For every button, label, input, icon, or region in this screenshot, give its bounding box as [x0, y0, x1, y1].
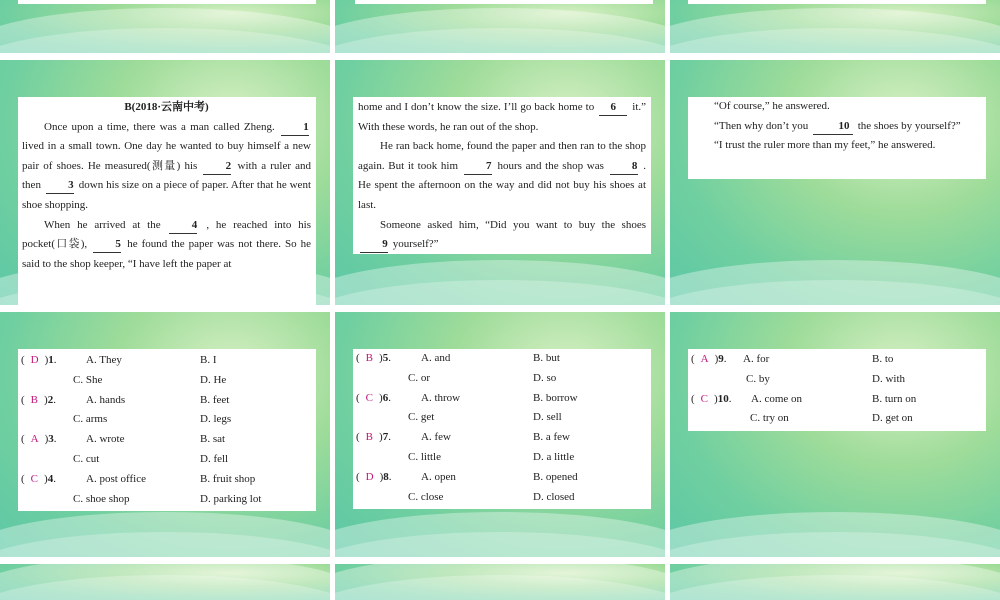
question-card-3	[688, 349, 986, 431]
answer-mark: B	[30, 393, 39, 406]
answer-mark: C	[30, 472, 39, 485]
slide-questions-2	[335, 312, 665, 557]
blank-9: 9	[360, 237, 388, 253]
slide-passage-1	[0, 60, 330, 305]
slide-card-fragment	[18, 0, 316, 4]
answer-mark: C	[700, 392, 709, 405]
question-row: ( B )5. A. and B. but	[356, 352, 560, 364]
slide-card-fragment	[688, 0, 986, 4]
answer-mark: A	[30, 433, 39, 446]
slide-card-fragment	[355, 0, 653, 4]
blank-2: 2	[203, 159, 231, 175]
answer-mark: B	[365, 431, 374, 444]
question-row: ( D )8. A. open B. opened	[356, 470, 578, 483]
question-row: C. She D. He	[73, 373, 227, 386]
question-row: C. try on D. get on	[750, 412, 913, 425]
blank-5: 5	[93, 237, 121, 253]
question-row: ( C )6. A. throw B. borrow	[356, 391, 578, 404]
passage-paragraph: home and I don’t know the size. I’ll go back home to 6 it.” With these words, he ran out of the shop.	[358, 101, 647, 133]
passage-card-1	[18, 97, 316, 305]
slide-bottom-right	[670, 564, 1000, 600]
slide-passage-2	[335, 60, 665, 305]
question-row: ( B )7. A. few B. a few	[356, 431, 570, 444]
passage-paragraph: “Of course,” he answered.	[714, 100, 830, 112]
passage-paragraph: Someone asked him, “Did you want to buy the shoes 9 yourself?”	[358, 216, 646, 255]
answer-mark: D	[30, 354, 39, 366]
passage-paragraph: He ran back home, found the paper and then ran to the shop again. But it took him 7 hours and the shop was 8 . He spent the afternoon on the way and did not buy his shoes at last.	[358, 140, 647, 211]
question-row: C. by D. with	[746, 372, 905, 385]
question-card-2	[353, 349, 651, 509]
question-row: C. get D. sell	[408, 411, 562, 424]
passage-paragraph: When he arrived at the 4 , he reached into his pocket(口袋), 5 he found the paper was not there. So he said to the shop keeper, “I have left the paper at	[22, 218, 312, 270]
passage-paragraph: Once upon a time, there was a man called Zheng. 1 lived in a small town. One day he wanted to buy himself a new pair of shoes. He measured(测量) his 2 with a ruler and then 3 down his size on a piece of paper. After that he went shoe shopping.	[22, 120, 311, 211]
question-row: ( A )3. A. wrote B. sat	[21, 433, 226, 446]
question-row: C. shoe shop D. parking lot	[73, 492, 262, 505]
question-row: C. close D. closed	[408, 490, 575, 503]
answer-mark: B	[365, 352, 374, 364]
slide-bottom-left	[0, 564, 330, 600]
answer-mark: A	[700, 353, 709, 365]
question-row: ( A )9. A. for B. to	[691, 353, 894, 365]
blank-8: 8	[610, 159, 638, 175]
question-card-1	[18, 349, 316, 511]
question-row: C. little D. a little	[408, 450, 575, 463]
blank-1: 1	[281, 120, 309, 136]
passage-card-2	[353, 97, 651, 254]
question-row: C. arms D. legs	[73, 413, 232, 426]
question-row: ( C )4. A. post office B. fruit shop	[21, 472, 256, 485]
blank-6: 6	[599, 100, 627, 116]
passage-paragraph: “Then why don’t you 10 the shoes by yourself?”	[692, 117, 982, 137]
passage-card-3	[688, 97, 986, 179]
slide-top-middle	[335, 0, 665, 53]
slide-top-right	[670, 0, 1000, 53]
blank-3: 3	[46, 178, 74, 194]
answer-mark: C	[365, 391, 374, 404]
slide-questions-1	[0, 312, 330, 557]
slide-passage-3	[670, 60, 1000, 305]
question-row: ( B )2. A. hands B. feet	[21, 393, 230, 406]
passage-heading: B(2018·云南中考)	[124, 101, 209, 113]
answer-mark: D	[365, 470, 374, 483]
question-row: C. or D. so	[408, 371, 557, 384]
blank-4: 4	[169, 218, 197, 234]
question-row: C. cut D. fell	[73, 452, 229, 465]
slide-questions-3	[670, 312, 1000, 557]
blank-10: 10	[813, 119, 853, 135]
question-row: ( C )10. A. come on B. turn on	[691, 392, 917, 405]
blank-7: 7	[464, 159, 492, 175]
question-row: ( D )1. A. They B. I	[21, 354, 217, 366]
slide-bottom-middle	[335, 564, 665, 600]
passage-paragraph: “I trust the ruler more than my feet,” he answered.	[714, 139, 936, 152]
slide-top-left	[0, 0, 330, 53]
